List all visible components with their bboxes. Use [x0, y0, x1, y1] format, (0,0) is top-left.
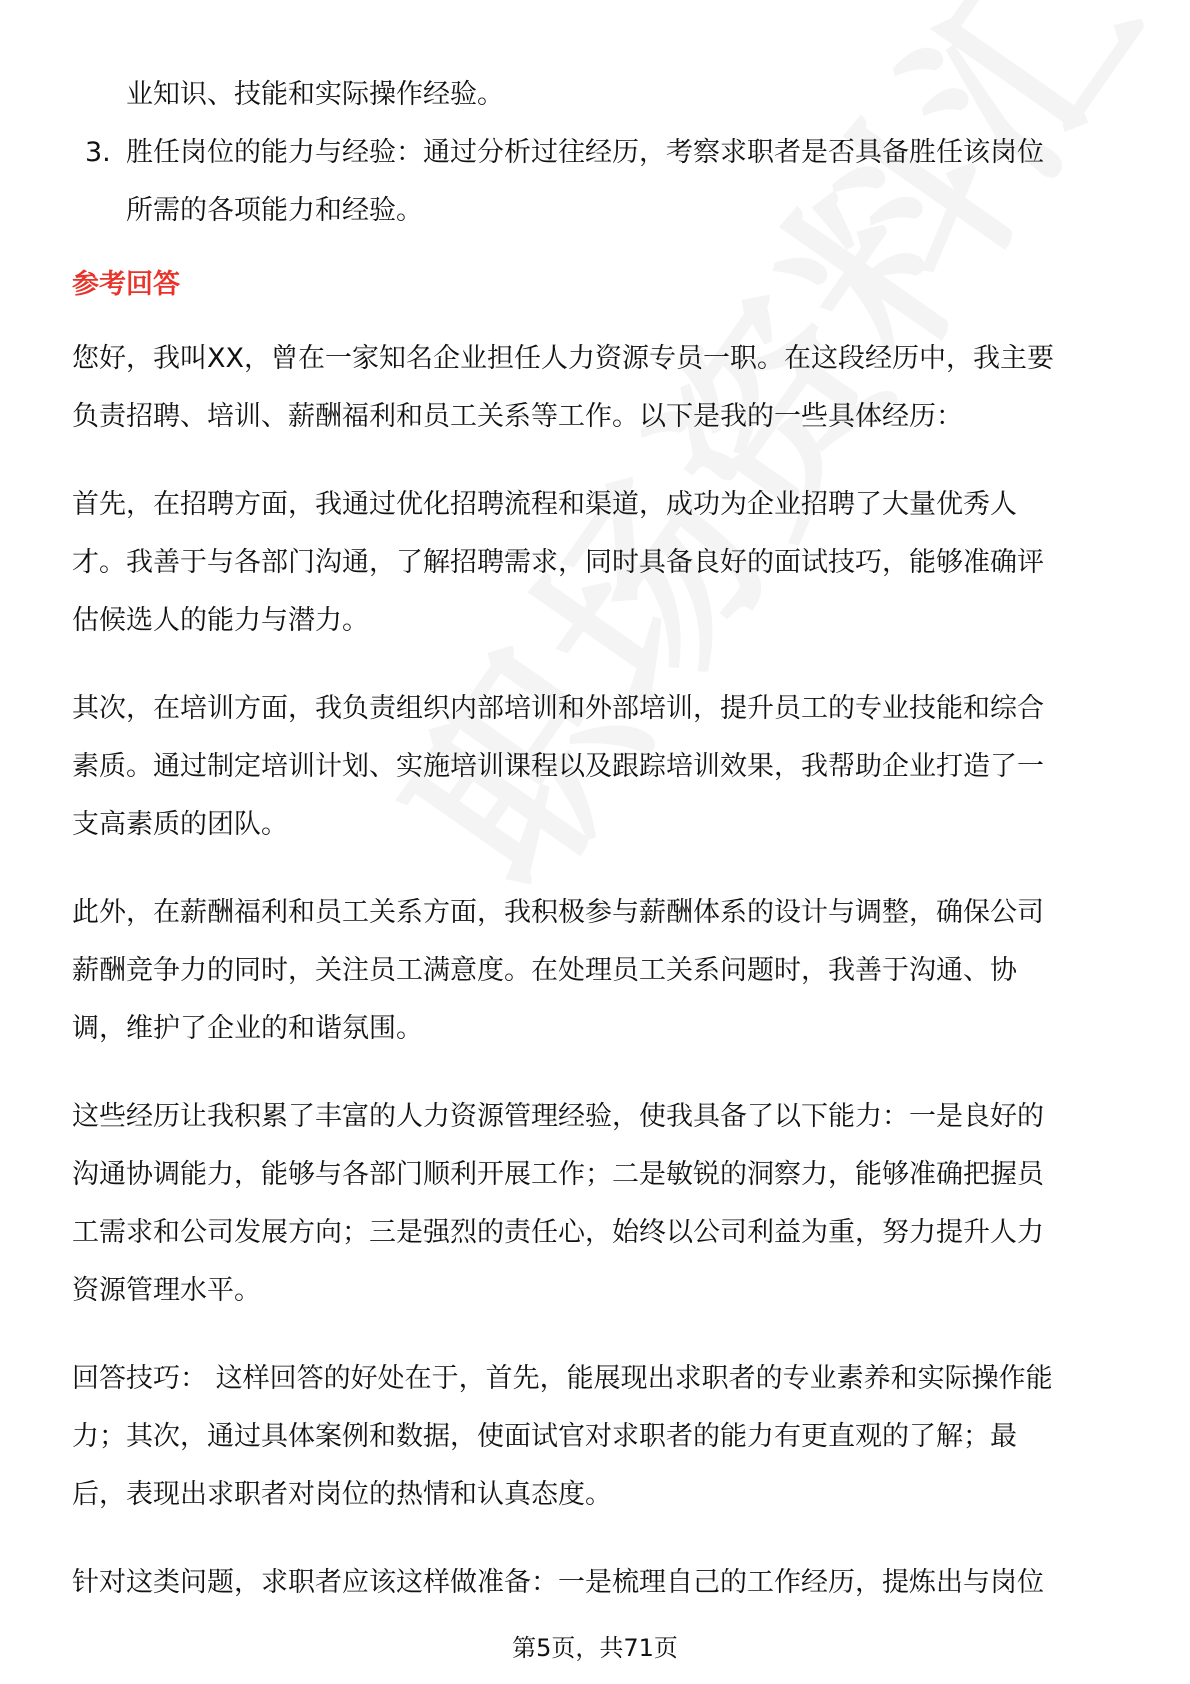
text-line: 才。我善于与各部门沟通，了解招聘需求，同时具备良好的面试技巧，能够准确评: [72, 547, 1044, 578]
text-line: 素质。通过制定培训计划、实施培训课程以及跟踪培训效果，我帮助企业打造了一: [72, 751, 1044, 782]
text-line: 此外，在薪酬福利和员工关系方面，我积极参与薪酬体系的设计与调整，确保公司: [72, 897, 1044, 928]
text-line: 调，维护了企业的和谐氛围。: [72, 1013, 423, 1044]
text-line: 业知识、技能和实际操作经验。: [126, 79, 504, 110]
text-line: 针对这类问题，求职者应该这样做准备：一是梳理自己的工作经历，提炼出与岗位: [72, 1567, 1044, 1598]
text-line: 这些经历让我积累了丰富的人力资源管理经验，使我具备了以下能力：一是良好的: [72, 1101, 1044, 1132]
list-item-continuation: 所需的各项能力和经验。: [126, 195, 423, 226]
text-line: 支高素质的团队。: [72, 809, 288, 840]
text-line: 负责招聘、培训、薪酬福利和员工关系等工作。以下是我的一些具体经历：: [72, 401, 963, 432]
paragraph-6: [72, 1350, 1122, 1524]
list-item-3: [72, 124, 1122, 182]
list-number: 3.: [85, 137, 111, 168]
text-line: 您好，我叫XX，曾在一家知名企业担任人力资源专员一职。在这段经历中，我主要: [72, 343, 1054, 374]
text-line: 首先，在招聘方面，我通过优化招聘流程和渠道，成功为企业招聘了大量优秀人: [72, 489, 1017, 520]
text-line: 回答技巧： 这样回答的好处在于，首先，能展现出求职者的专业素养和实际操作能: [72, 1363, 1053, 1394]
text-line: 资源管理水平。: [72, 1275, 261, 1306]
list-item-text: 胜任岗位的能力与经验：通过分析过往经历，考察求职者是否具备胜任该岗位: [126, 137, 1044, 168]
paragraph-5: [72, 1088, 1122, 1320]
paragraph-2: [72, 476, 1122, 650]
text-line: 力；其次，通过具体案例和数据，使面试官对求职者的能力有更直观的了解；最: [72, 1421, 1017, 1452]
paragraph-7: [72, 1554, 1122, 1612]
section-title: 参考回答: [72, 269, 180, 300]
text-line: 其次，在培训方面，我负责组织内部培训和外部培训，提升员工的专业技能和综合: [72, 693, 1044, 724]
paragraph-1: [72, 330, 1122, 446]
page-content: [72, 66, 1122, 1612]
paragraph-4: [72, 884, 1122, 1058]
paragraph-3: [72, 680, 1122, 854]
text-line: 沟通协调能力，能够与各部门顺利开展工作；二是敏锐的洞察力，能够准确把握员: [72, 1159, 1044, 1190]
text-line: 薪酬竞争力的同时，关注员工满意度。在处理员工关系问题时，我善于沟通、协: [72, 955, 1017, 986]
text-line: 后，表现出求职者对岗位的热情和认真态度。: [72, 1479, 612, 1510]
page-footer: 第5页，共71页: [512, 1634, 678, 1662]
text-line: 估候选人的能力与潜力。: [72, 605, 369, 636]
text-line: 工需求和公司发展方向；三是强烈的责任心，始终以公司利益为重，努力提升人力: [72, 1217, 1044, 1248]
